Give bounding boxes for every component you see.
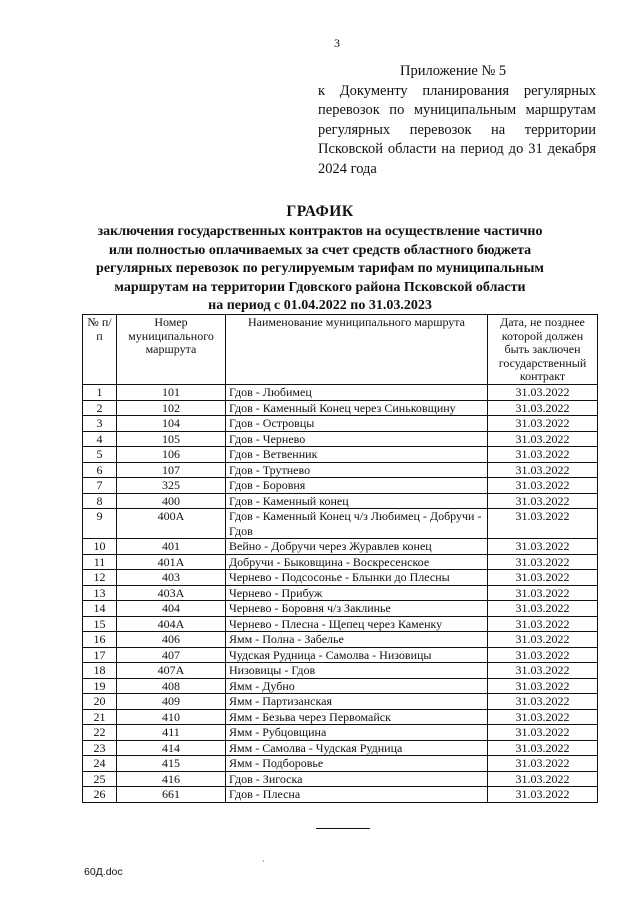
route-name: Ямм - Полна - Забелье: [226, 632, 488, 648]
row-number: 18: [83, 663, 117, 679]
route-number: 101: [117, 385, 226, 401]
deadline-date: 31.03.2022: [488, 447, 598, 463]
deadline-date: 31.03.2022: [488, 740, 598, 756]
deadline-date: 31.03.2022: [488, 756, 598, 772]
deadline-date: 31.03.2022: [488, 385, 598, 401]
table-row: [83, 678, 598, 694]
row-number: 21: [83, 709, 117, 725]
deadline-date: 31.03.2022: [488, 709, 598, 725]
deadline-date: 31.03.2022: [488, 400, 598, 416]
route-number: 400А: [117, 509, 226, 539]
table-row: [83, 462, 598, 478]
header-route-name: Наименование муниципального маршрута: [226, 315, 488, 385]
table-row: [83, 570, 598, 586]
row-number: 23: [83, 740, 117, 756]
row-number: 12: [83, 570, 117, 586]
header-route-number: Номер муниципального маршрута: [117, 315, 226, 385]
deadline-date: 31.03.2022: [488, 431, 598, 447]
deadline-date: 31.03.2022: [488, 787, 598, 803]
route-number: 414: [117, 740, 226, 756]
route-number: 104: [117, 416, 226, 432]
row-number: 25: [83, 771, 117, 787]
route-name: Чернево - Плесна - Щепец через Каменку: [226, 616, 488, 632]
routes-table-body: [83, 385, 598, 803]
deadline-date: 31.03.2022: [488, 509, 598, 539]
route-number: 407: [117, 647, 226, 663]
row-number: 19: [83, 678, 117, 694]
table-row: [83, 709, 598, 725]
table-header-row: [83, 315, 598, 385]
route-number: 407А: [117, 663, 226, 679]
row-number: 3: [83, 416, 117, 432]
row-number: 15: [83, 616, 117, 632]
footer-file-name: 60Д.doc: [84, 866, 123, 878]
row-number: 14: [83, 601, 117, 617]
route-name: Гдов - Боровня: [226, 478, 488, 494]
route-name: Гдов - Зигоска: [226, 771, 488, 787]
row-number: 4: [83, 431, 117, 447]
deadline-date: 31.03.2022: [488, 694, 598, 710]
routes-table: [82, 314, 598, 803]
route-number: 404А: [117, 616, 226, 632]
row-number: 11: [83, 554, 117, 570]
table-row: [83, 787, 598, 803]
route-number: 415: [117, 756, 226, 772]
table-row: [83, 400, 598, 416]
route-name: Гдов - Каменный Конец через Синьковщину: [226, 400, 488, 416]
route-name: Добручи - Быковщина - Воскресенское: [226, 554, 488, 570]
table-row: [83, 632, 598, 648]
deadline-date: 31.03.2022: [488, 725, 598, 741]
route-name: Гдов - Трутнево: [226, 462, 488, 478]
row-number: 9: [83, 509, 117, 539]
row-number: 20: [83, 694, 117, 710]
table-row: [83, 694, 598, 710]
table-row: [83, 539, 598, 555]
table-row: [83, 725, 598, 741]
table-row: [83, 509, 598, 539]
route-name: Гдов - Ветвенник: [226, 447, 488, 463]
route-name: Ямм - Подборовье: [226, 756, 488, 772]
deadline-date: 31.03.2022: [488, 539, 598, 555]
deadline-date: 31.03.2022: [488, 493, 598, 509]
heading-line: заключения государственных контрактов на осуществление частично: [97, 224, 543, 239]
route-name: Гдов - Чернево: [226, 431, 488, 447]
table-row: [83, 616, 598, 632]
route-number: 410: [117, 709, 226, 725]
row-number: 10: [83, 539, 117, 555]
table-row: [83, 431, 598, 447]
route-name: Гдов - Островцы: [226, 416, 488, 432]
row-number: 7: [83, 478, 117, 494]
route-number: 403: [117, 570, 226, 586]
deadline-date: 31.03.2022: [488, 647, 598, 663]
deadline-date: 31.03.2022: [488, 570, 598, 586]
appendix-block: [318, 62, 596, 179]
footer-mark: ·: [262, 857, 265, 866]
route-number: 661: [117, 787, 226, 803]
table-row: [83, 740, 598, 756]
route-number: 403А: [117, 585, 226, 601]
route-number: 406: [117, 632, 226, 648]
row-number: 26: [83, 787, 117, 803]
route-name: Низовицы - Гдов: [226, 663, 488, 679]
heading-line: регулярных перевозок по регулируемым тарифам по муниципальным: [96, 261, 544, 276]
header-deadline-date: Дата, не позднее которой должен быть заключен государственный контракт: [488, 315, 598, 385]
deadline-date: 31.03.2022: [488, 554, 598, 570]
row-number: 22: [83, 725, 117, 741]
route-number: 416: [117, 771, 226, 787]
route-number: 325: [117, 478, 226, 494]
route-name: Гдов - Каменный Конец ч/з Любимец - Добручи - Гдов: [226, 509, 488, 539]
deadline-date: 31.03.2022: [488, 585, 598, 601]
deadline-date: 31.03.2022: [488, 462, 598, 478]
footer-divider: [316, 828, 370, 829]
deadline-date: 31.03.2022: [488, 601, 598, 617]
table-row: [83, 663, 598, 679]
route-number: 401А: [117, 554, 226, 570]
table-row: [83, 416, 598, 432]
row-number: 1: [83, 385, 117, 401]
appendix-text: к Документу планирования регулярных перевозок по муниципальным маршрутам регулярных перевозок на территории Псковской области на период до 31 декабря 2024 года: [318, 82, 596, 177]
table-row: [83, 601, 598, 617]
table-row: [83, 385, 598, 401]
route-number: 102: [117, 400, 226, 416]
deadline-date: 31.03.2022: [488, 478, 598, 494]
route-number: 106: [117, 447, 226, 463]
table-row: [83, 647, 598, 663]
row-number: 5: [83, 447, 117, 463]
route-number: 107: [117, 462, 226, 478]
document-heading: [40, 201, 600, 316]
route-name: Гдов - Каменный конец: [226, 493, 488, 509]
heading-line: на период с 01.04.2022 по 31.03.2023: [208, 298, 432, 313]
page-number: 3: [334, 36, 340, 50]
route-number: 411: [117, 725, 226, 741]
route-name: Чернево - Боровня ч/з Заклинье: [226, 601, 488, 617]
route-name: Ямм - Рубцовщина: [226, 725, 488, 741]
route-name: Чудская Рудница - Самолва - Низовицы: [226, 647, 488, 663]
table-row: [83, 756, 598, 772]
row-number: 8: [83, 493, 117, 509]
route-number: 105: [117, 431, 226, 447]
route-number: 408: [117, 678, 226, 694]
route-number: 409: [117, 694, 226, 710]
deadline-date: 31.03.2022: [488, 632, 598, 648]
row-number: 16: [83, 632, 117, 648]
header-number: № п/п: [83, 315, 117, 385]
table-row: [83, 554, 598, 570]
row-number: 17: [83, 647, 117, 663]
route-name: Гдов - Любимец: [226, 385, 488, 401]
route-name: Ямм - Самолва - Чудская Рудница: [226, 740, 488, 756]
deadline-date: 31.03.2022: [488, 771, 598, 787]
row-number: 2: [83, 400, 117, 416]
row-number: 24: [83, 756, 117, 772]
route-number: 404: [117, 601, 226, 617]
deadline-date: 31.03.2022: [488, 663, 598, 679]
heading-title: ГРАФИК: [286, 203, 354, 220]
route-name: Чернево - Подсосонье - Блынки до Плесны: [226, 570, 488, 586]
deadline-date: 31.03.2022: [488, 416, 598, 432]
route-name: Ямм - Безьва через Первомайск: [226, 709, 488, 725]
route-name: Чернево - Прибуж: [226, 585, 488, 601]
table-row: [83, 493, 598, 509]
table-row: [83, 478, 598, 494]
heading-line: маршрутам на территории Гдовского района Псковской области: [114, 279, 526, 295]
table-row: [83, 771, 598, 787]
route-name: Вейно - Добручи через Журавлев конец: [226, 539, 488, 555]
table-row: [83, 447, 598, 463]
heading-line: или полностью оплачиваемых за счет средств областного бюджета: [108, 242, 532, 258]
route-name: Гдов - Плесна: [226, 787, 488, 803]
route-number: 400: [117, 493, 226, 509]
deadline-date: 31.03.2022: [488, 678, 598, 694]
route-name: Ямм - Дубно: [226, 678, 488, 694]
row-number: 13: [83, 585, 117, 601]
route-name: Ямм - Партизанская: [226, 694, 488, 710]
route-number: 401: [117, 539, 226, 555]
deadline-date: 31.03.2022: [488, 616, 598, 632]
row-number: 6: [83, 462, 117, 478]
table-row: [83, 585, 598, 601]
appendix-title: Приложение № 5: [400, 63, 507, 79]
